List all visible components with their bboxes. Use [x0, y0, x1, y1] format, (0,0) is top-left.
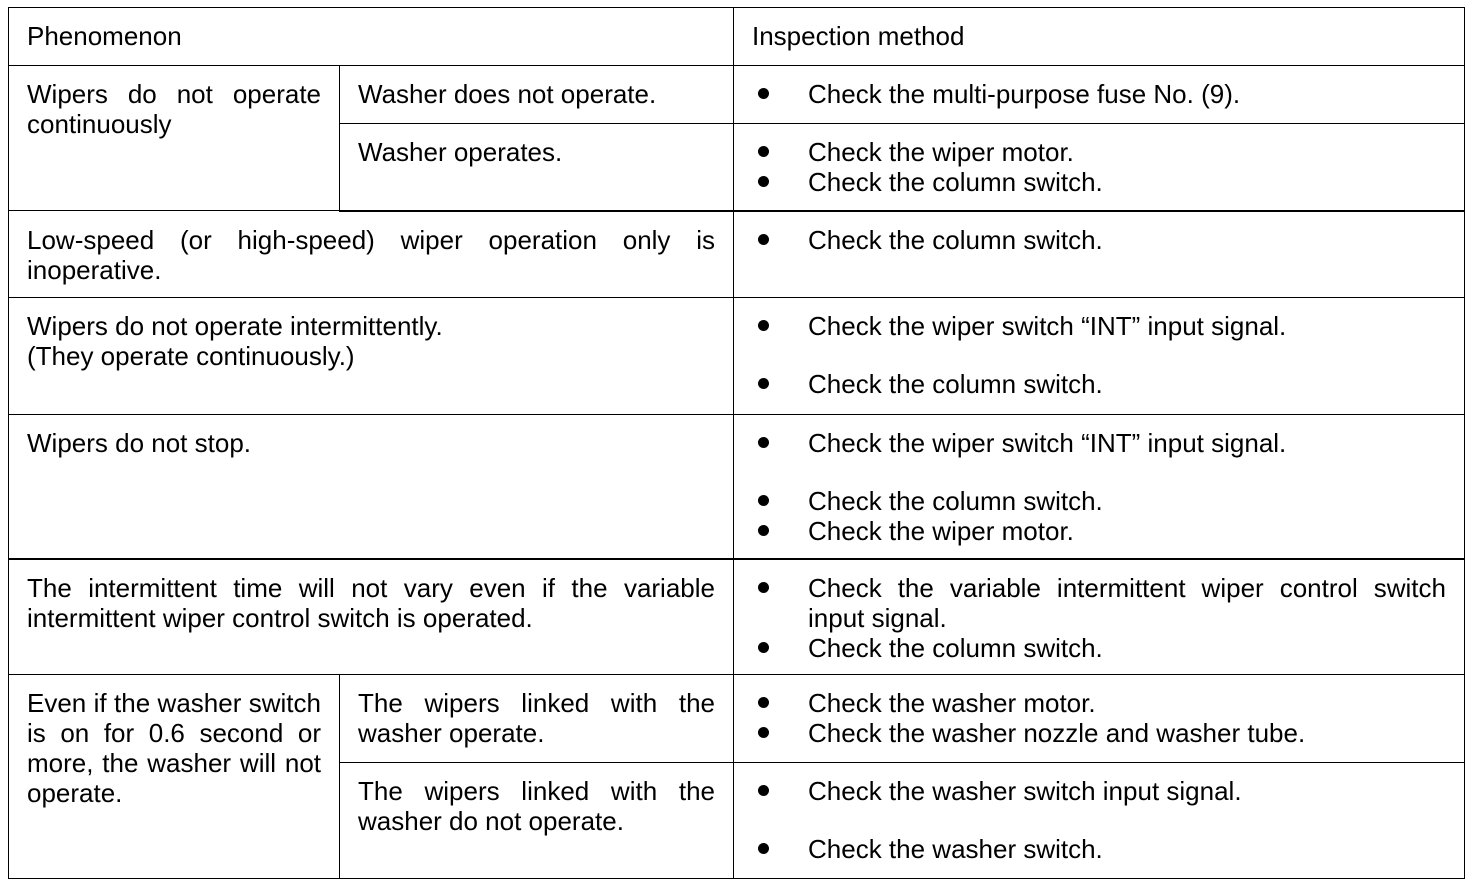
- phenomenon-cell: Even if the washer switch is on for 0.6 second or more, the washer will not operate.: [9, 675, 340, 879]
- condition-cell: The wipers linked with the washer operate.: [340, 675, 734, 763]
- check-text: Check the washer motor.: [808, 688, 1096, 718]
- table-row: [9, 415, 1465, 559]
- check-text: Check the washer switch input signal.: [808, 776, 1242, 806]
- inspection-cell: [734, 415, 1465, 559]
- header-row: [9, 8, 1465, 66]
- check-text: Check the column switch.: [808, 167, 1103, 197]
- bullet-icon: [758, 697, 769, 708]
- check-item: [752, 486, 1446, 516]
- table-row: [9, 559, 1465, 675]
- check-text: Check the column switch.: [808, 369, 1103, 399]
- check-item: [752, 428, 1446, 458]
- check-item: [752, 137, 1446, 167]
- bullet-icon: [758, 843, 769, 854]
- table-row: [9, 211, 1465, 298]
- check-item: [752, 311, 1446, 341]
- check-item: [752, 718, 1446, 748]
- inspection-cell: [734, 763, 1465, 879]
- phenomenon-cell: The intermittent time will not vary even if the variable intermittent wiper control switch is operated.: [9, 559, 734, 675]
- inspection-cell: [734, 66, 1465, 124]
- inspection-cell: [734, 124, 1465, 211]
- check-text: Check the washer nozzle and washer tube.: [808, 718, 1306, 748]
- bullet-icon: [758, 642, 769, 653]
- troubleshooting-table: [8, 7, 1465, 879]
- phenomenon-cell: Wipers do not stop.: [9, 415, 734, 559]
- phenomenon-cell: Wipers do not operate continuously: [9, 66, 340, 211]
- check-text: Check the wiper motor.: [808, 516, 1074, 546]
- bullet-icon: [758, 525, 769, 536]
- condition-cell: The wipers linked with the washer do not operate.: [340, 763, 734, 879]
- check-item: [752, 633, 1446, 663]
- check-item: [752, 516, 1446, 546]
- check-item: [752, 369, 1446, 399]
- check-text: Check the multi-purpose fuse No. (9).: [808, 79, 1241, 109]
- inspection-cell: [734, 675, 1465, 763]
- check-item: [752, 79, 1446, 109]
- bullet-icon: [758, 88, 769, 99]
- bullet-icon: [758, 378, 769, 389]
- check-item: [752, 167, 1446, 197]
- check-text: Check the column switch.: [808, 632, 1103, 663]
- check-item: [752, 776, 1446, 806]
- check-text: Check the wiper motor.: [808, 137, 1074, 167]
- bullet-icon: [758, 146, 769, 157]
- check-text: Check the variable intermittent wiper control switch input signal.: [808, 572, 1446, 633]
- check-text: Check the column switch.: [808, 486, 1103, 516]
- header-phenomenon: Phenomenon: [9, 8, 734, 66]
- condition-cell: Washer does not operate.: [340, 66, 734, 124]
- phenomenon-cell: [9, 298, 734, 415]
- inspection-cell: [734, 298, 1465, 415]
- check-text: Check the washer switch.: [808, 834, 1103, 864]
- table-row: [9, 298, 1465, 415]
- bullet-icon: [758, 437, 769, 448]
- check-item: [752, 834, 1446, 864]
- bullet-icon: [758, 727, 769, 738]
- check-text: Check the wiper switch “INT” input signal.: [808, 311, 1287, 341]
- bullet-icon: [758, 176, 769, 187]
- check-text: Check the wiper switch “INT” input signal.: [808, 428, 1287, 458]
- bullet-icon: [758, 785, 769, 796]
- phenomenon-cell: Low-speed (or high-speed) wiper operation only is inoperative.: [9, 211, 734, 298]
- bullet-icon: [758, 320, 769, 331]
- check-item: [752, 573, 1446, 633]
- bullet-icon: [758, 582, 769, 593]
- check-text: Check the column switch.: [808, 224, 1103, 255]
- inspection-cell: [734, 559, 1465, 675]
- table-row: [9, 66, 1465, 124]
- phenomenon-line: Wipers do not operate intermittently.: [27, 311, 443, 341]
- header-inspection-method: Inspection method: [734, 8, 1465, 66]
- check-item: [752, 225, 1446, 255]
- bullet-icon: [758, 495, 769, 506]
- check-item: [752, 688, 1446, 718]
- inspection-cell: [734, 211, 1465, 298]
- condition-cell: Washer operates.: [340, 124, 734, 211]
- bullet-icon: [758, 234, 769, 245]
- table-row: [9, 675, 1465, 763]
- phenomenon-line: (They operate continuously.): [27, 341, 355, 371]
